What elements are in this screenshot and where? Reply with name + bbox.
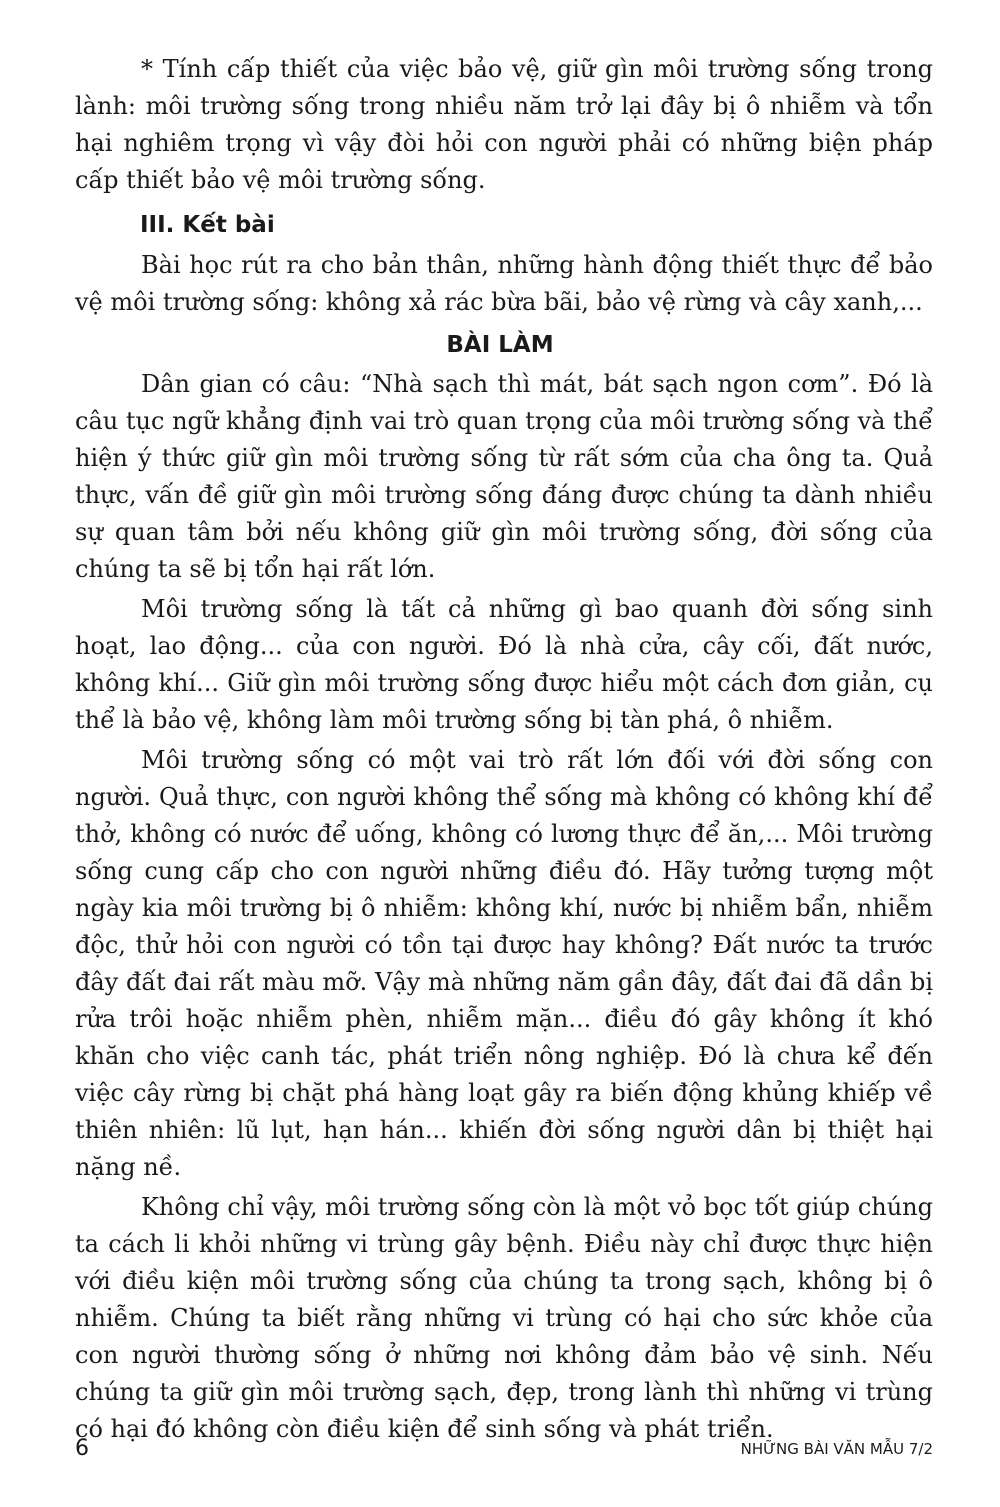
intro-paragraph: * Tính cấp thiết của việc bảo vệ, giữ gìn môi trường sống trong lành: môi trường sống trong nhiều năm trở lại đây bị ô nhiễm và tổn hại nghiêm trọng vì vậy đòi hỏi con người phải có những biện pháp cấp thiết bảo vệ môi trường sống. [75,55,933,194]
essay-body [75,366,933,1448]
essay-paragraph: Môi trường sống là tất cả những gì bao quanh đời sống sinh hoạt, lao động... của con người. Đó là nhà cửa, cây cối, đất nước, không khí... Giữ gìn môi trường sống được hiểu một cách đơn giản, cụ thể là bảo vệ, không làm môi trường sống bị tàn phá, ô nhiễm. [75,595,933,734]
essay-paragraph: Môi trường sống có một vai trò rất lớn đối với đời sống con người. Quả thực, con người không thể sống mà không có không khí để thở, không có nước để uống, không có lương thực để ăn,... Môi trường sống cung cấp cho con người những điều đó. Hãy tưởng tượng một ngày kia môi trường bị ô nhiễm: không khí, nước bị nhiễm bẩn, nhiễm độc, thử hỏi con người có tồn tại được hay không? Đất nước ta trước đây đất đai rất màu mỡ. Vậy mà những năm gần đây, đất đai đã dần bị rửa trôi hoặc nhiễm phèn, nhiễm mặn... điều đó gây không ít khó khăn cho việc canh tác, phát triển nông nghiệp. Đó là chưa kể đến việc cây rừng bị chặt phá hàng loạt gây ra biến động khủng khiếp về thiên nhiên: lũ lụt, hạn hán... khiến đời sống người dân bị thiệt hại nặng nề. [75,746,933,1181]
essay-title: BÀI LÀM [446,332,554,358]
running-footer-title: NHỮNG BÀI VĂN MẪU 7/2 [740,1440,933,1458]
conclusion-paragraph: Bài học rút ra cho bản thân, những hành động thiết thực để bảo vệ môi trường sống: không xả rác bừa bãi, bảo vệ rừng và cây xanh,... [75,251,933,316]
intro-block [75,51,933,199]
essay-paragraph: Không chỉ vậy, môi trường sống còn là một vỏ bọc tốt giúp chúng ta cách li khỏi những vi trùng gây bệnh. Điều này chỉ được thực hiện với điều kiện môi trường sống của chúng ta trong sạch, không bị ô nhiễm. Chúng ta biết rằng những vi trùng có hại cho sức khỏe của con người thường sống ở những nơi không đảm bảo vệ sinh. Nếu chúng ta giữ gìn môi trường sạch, đẹp, trong lành thì những vi trùng có hại đó không còn điều kiện để sinh sống và phát triển. [75,1193,933,1443]
essay-paragraph: Dân gian có câu: “Nhà sạch thì mát, bát sạch ngon cơm”. Đó là câu tục ngữ khẳng định vai trò quan trọng của môi trường sống và thể hiện ý thức giữ gìn môi trường sống từ rất sớm của cha ông ta. Quả thực, vấn đề giữ gìn môi trường sống đáng được chúng ta dành nhiều sự quan tâm bởi nếu không giữ gìn môi trường sống, đời sống của chúng ta sẽ bị tổn hại rất lớn. [75,370,933,583]
section-heading: III. Kết bài [140,212,275,238]
conclusion-block [75,247,933,321]
page-number: 6 [75,1436,89,1461]
